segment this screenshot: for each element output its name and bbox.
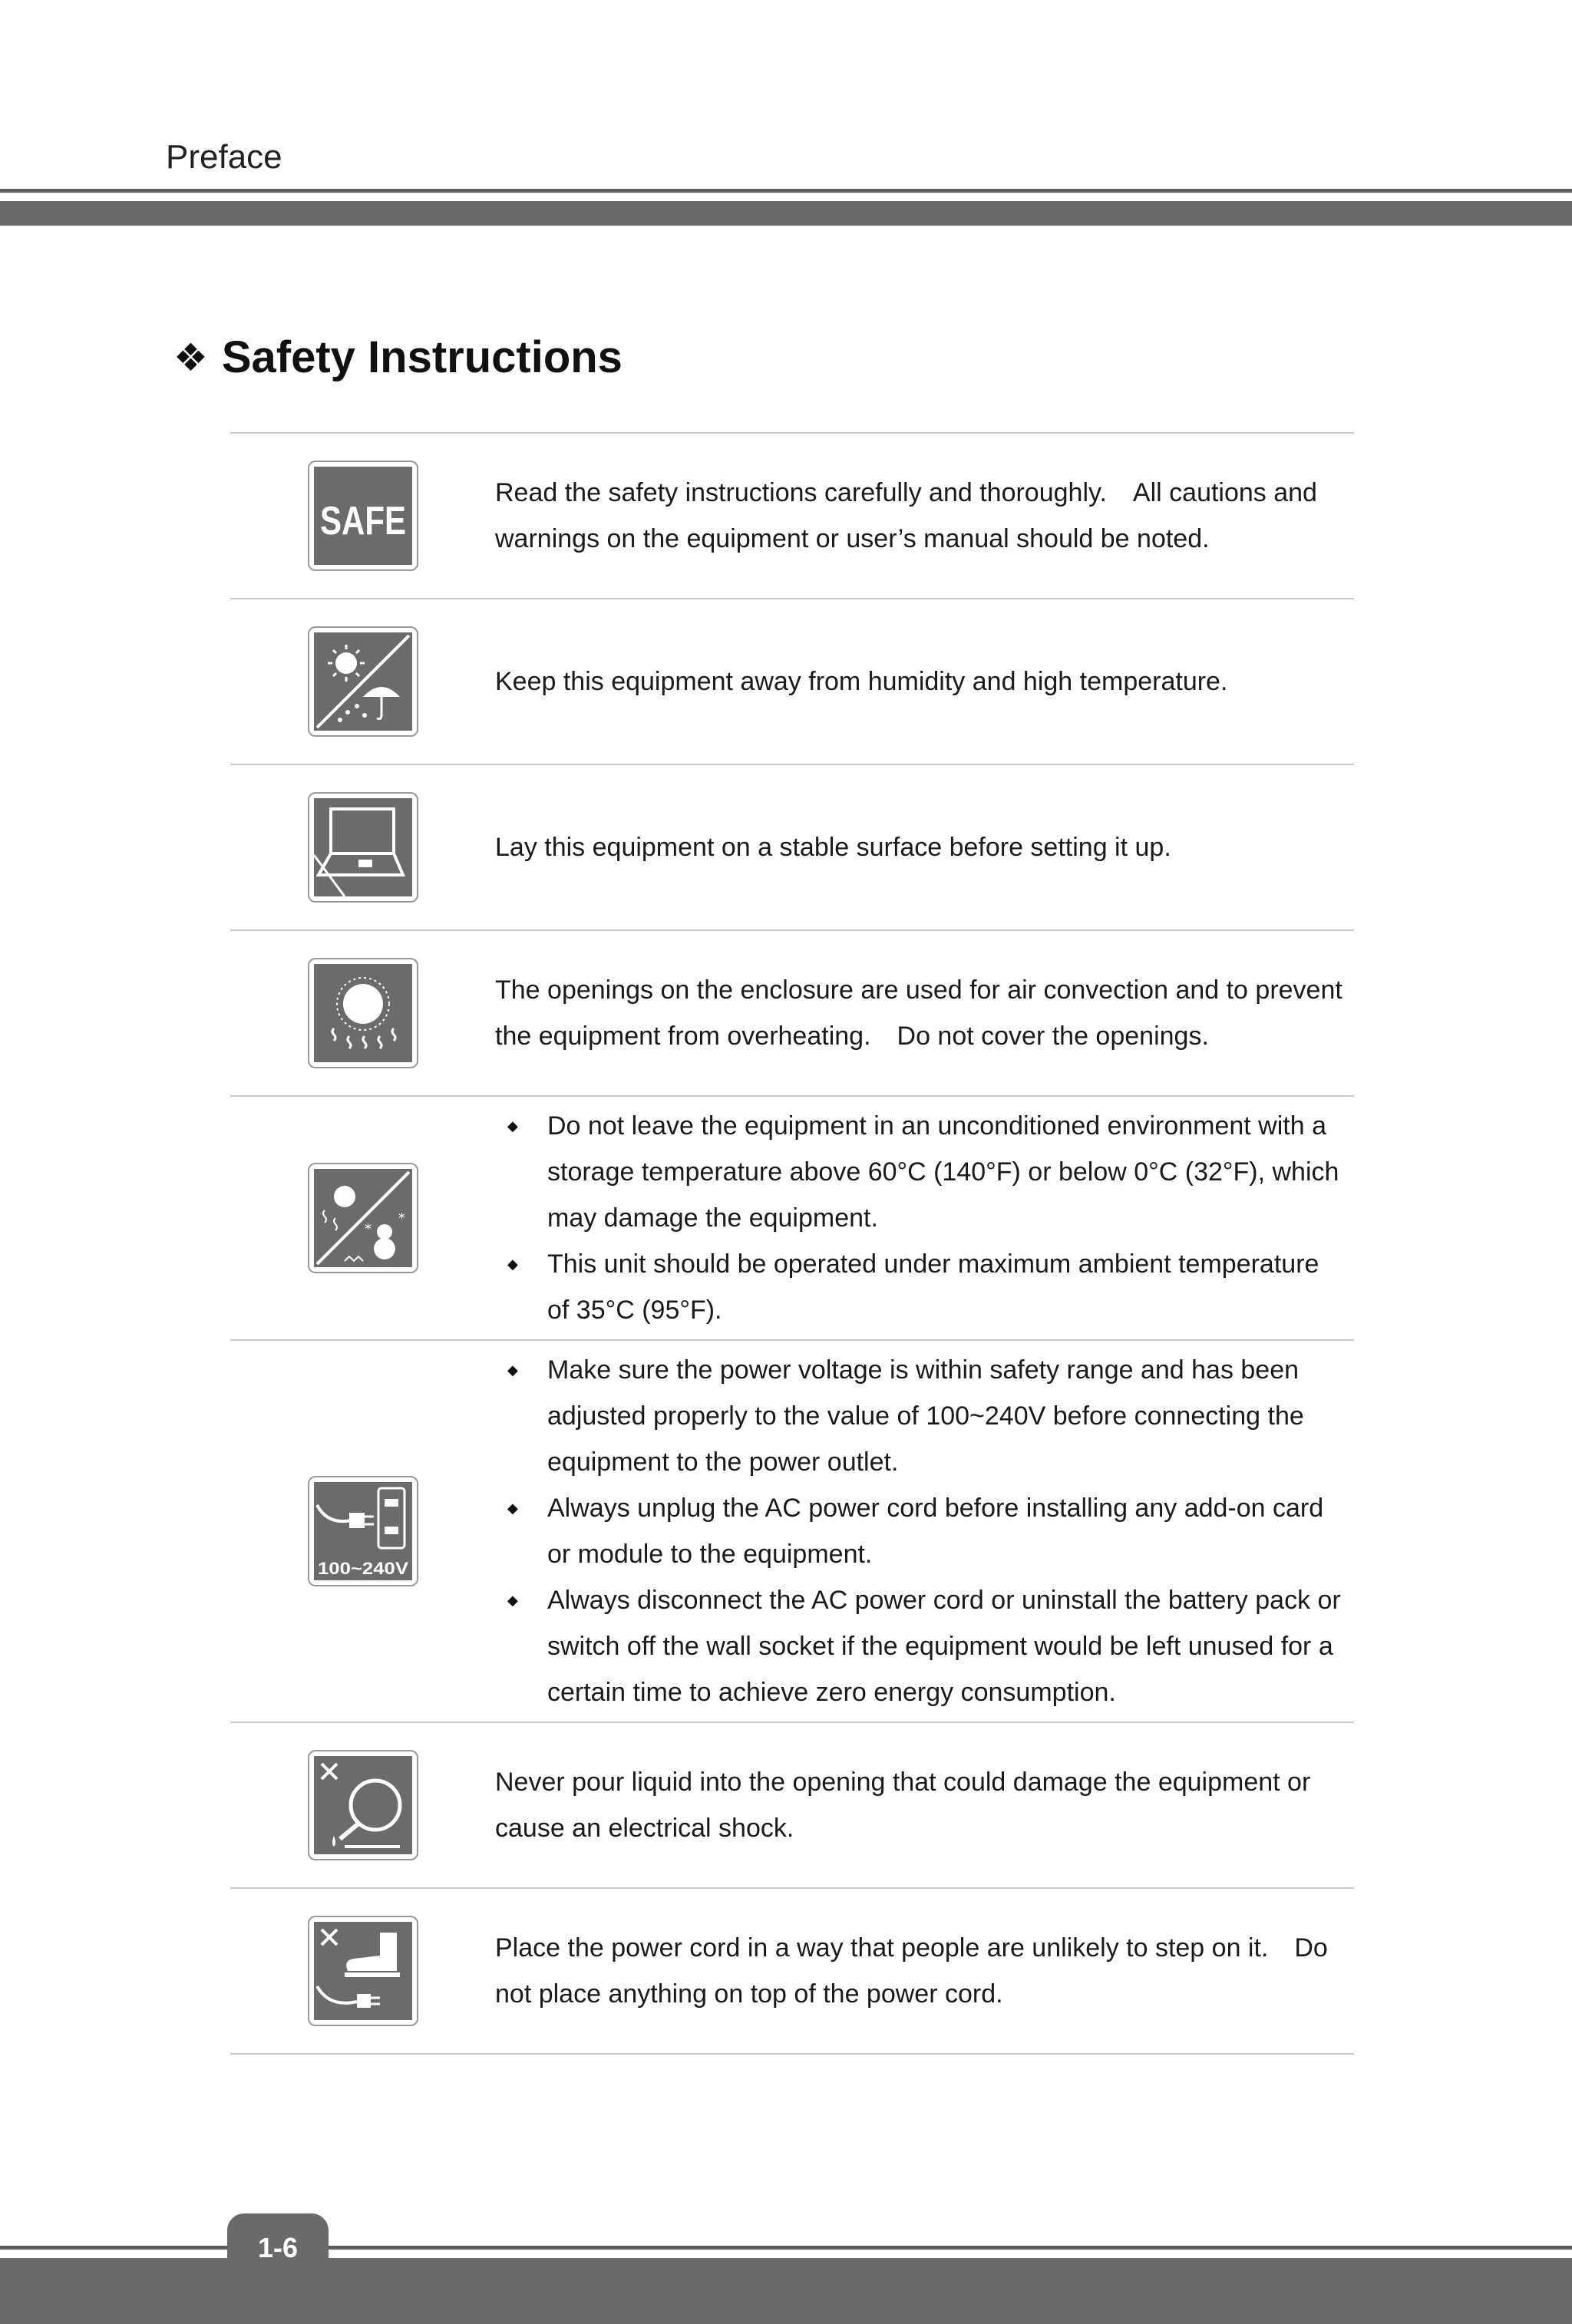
safety-instructions-table <box>230 432 1354 2055</box>
svg-text:SAFE: SAFE <box>319 499 406 543</box>
section-title-text: Safety Instructions <box>221 332 623 382</box>
instruction-row <box>230 434 1354 599</box>
power-cord-step-icon <box>308 1916 418 2026</box>
instruction-bullet-list <box>495 1347 1346 1715</box>
instruction-bullet: ◆ Do not leave the equipment in an unconditioned environment with a storage temperature above 60°C (140°F) or below 0°C (32°F), which may damage the equipment. <box>495 1103 1346 1241</box>
instruction-bullet-list <box>495 1103 1346 1333</box>
instruction-text: Never pour liquid into the opening that could damage the equipment or cause an electrical shock. <box>495 1768 1311 1843</box>
instruction-row <box>230 599 1354 765</box>
running-header: Preface <box>166 138 282 176</box>
instruction-text: Read the safety instructions carefully and thoroughly. All cautions and warnings on the equipment or user’s manual should be noted. <box>495 478 1317 553</box>
instruction-row <box>230 1889 1354 2055</box>
power-voltage-icon <box>308 1476 418 1586</box>
instruction-row <box>230 1723 1354 1889</box>
header-rule-thick <box>0 201 1572 226</box>
instruction-text: The openings on the enclosure are used for air convection and to prevent the equipment from overheating. Do not cover the openings. <box>495 975 1342 1051</box>
svg-text:100~240V: 100~240V <box>317 1559 408 1578</box>
instruction-row <box>230 1097 1354 1341</box>
instruction-text: Lay this equipment on a stable surface before setting it up. <box>495 833 1171 862</box>
instruction-bullet: ◆ Always disconnect the AC power cord or uninstall the battery pack or switch off the wall socket if the equipment would be left unused for a certain time to achieve zero energy consumption. <box>495 1577 1346 1715</box>
svg-text:*: * <box>364 1221 372 1237</box>
instruction-bullet: ◆ Make sure the power voltage is within safety range and has been adjusted properly to the value of 100~240V before connecting the equipment to the power outlet. <box>495 1347 1346 1485</box>
no-liquid-icon <box>308 1750 418 1860</box>
instruction-bullet: ◆ Always unplug the AC power cord before installing any add-on card or module to the equipment. <box>495 1485 1346 1577</box>
humidity-temperature-icon <box>308 626 418 737</box>
storage-temperature-icon <box>308 1163 418 1273</box>
instruction-text: Place the power cord in a way that people are unlikely to step on it. Do not place anything on top of the power cord. <box>495 1933 1328 2009</box>
ventilation-icon <box>308 958 418 1068</box>
four-diamond-icon: ❖ <box>173 335 208 379</box>
safe-icon <box>308 461 418 571</box>
header-rule-thin <box>0 189 1572 193</box>
instruction-row <box>230 765 1354 931</box>
instruction-row <box>230 1341 1354 1723</box>
instruction-row <box>230 931 1354 1097</box>
instruction-bullet: ◆ This unit should be operated under maximum ambient temperature of 35°C (95°F). <box>495 1241 1346 1333</box>
section-heading <box>173 332 623 383</box>
stable-surface-icon <box>308 792 418 903</box>
instruction-text: Keep this equipment away from humidity and high temperature. <box>495 667 1228 696</box>
page-number: 1-6 <box>227 2213 329 2283</box>
svg-text:*: * <box>398 1210 405 1226</box>
